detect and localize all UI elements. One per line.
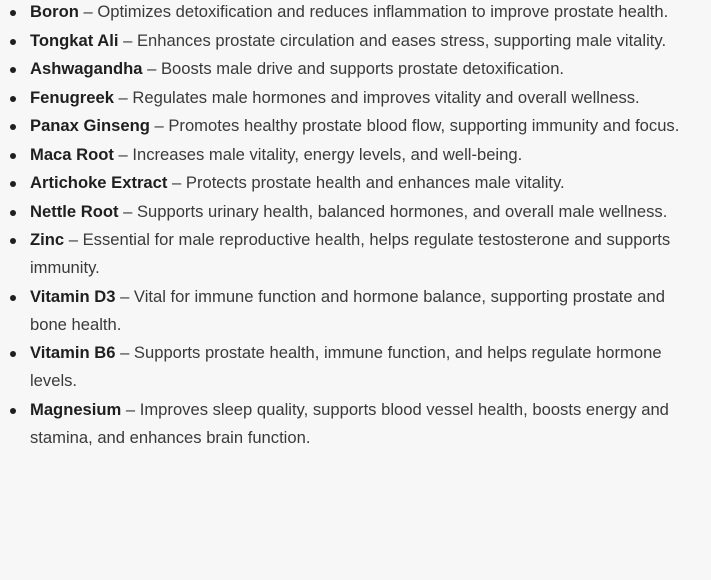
ingredient-description: Promotes healthy prostate blood flow, supporting immunity and focus. (168, 116, 680, 135)
separator: – (121, 399, 140, 419)
ingredient-description: Enhances prostate circulation and eases stress, supporting male vitality. (136, 30, 667, 50)
separator: – (115, 286, 134, 306)
ingredient-name: Zinc (30, 230, 65, 249)
bullet-icon (10, 181, 16, 187)
list-item (0, 226, 711, 282)
ingredient-name: Maca Root (30, 144, 114, 164)
separator: – (115, 343, 134, 362)
ingredient-name: Boron (30, 2, 79, 21)
separator: – (113, 144, 133, 164)
ingredient-name: Panax Ginseng (30, 116, 150, 135)
bullet-icon (10, 210, 16, 216)
ingredient-name: Magnesium (30, 399, 122, 419)
ingredient-description: Increases male vitality, energy levels, and well-being. (132, 144, 523, 164)
list-item (0, 27, 711, 55)
list-item (0, 0, 711, 26)
bullet-icon (10, 96, 16, 102)
ingredient-description: Improves sleep quality, supports blood vessel health, boosts energy and stamina, and enhances brain function. (30, 399, 669, 447)
ingredient-name: Fenugreek (30, 87, 114, 107)
bullet-icon (10, 153, 16, 159)
ingredient-name: Nettle Root (30, 201, 119, 221)
separator: – (149, 116, 169, 135)
bullet-icon (10, 351, 16, 357)
ingredient-description: Vital for immune function and hormone balance, supporting prostate and bone health. (30, 286, 665, 334)
list-item (0, 55, 711, 83)
list-item (0, 112, 711, 140)
list-item (0, 141, 711, 169)
list-item (0, 84, 711, 112)
bullet-icon (10, 39, 16, 45)
ingredient-description: Supports prostate health, immune function, and helps regulate hormone levels. (30, 343, 662, 390)
bullet-icon (10, 10, 16, 16)
ingredient-name: Artichoke Extract (30, 173, 168, 192)
ingredient-description: Regulates male hormones and improves vitality and overall wellness. (132, 87, 640, 107)
bullet-icon (10, 238, 16, 244)
separator: – (142, 59, 161, 78)
bullet-icon (10, 67, 16, 73)
separator: – (118, 201, 137, 221)
ingredient-name: Tongkat Ali (30, 30, 119, 50)
bullet-icon (10, 124, 16, 130)
list-item (0, 169, 711, 197)
separator: – (118, 30, 137, 50)
ingredient-name: Vitamin D3 (30, 286, 116, 306)
separator: – (78, 2, 98, 21)
separator: – (64, 230, 83, 249)
list-item (0, 396, 711, 452)
list-item (0, 198, 711, 226)
ingredient-name: Ashwagandha (30, 59, 143, 78)
ingredient-description: Boosts male drive and supports prostate detoxification. (160, 59, 565, 78)
ingredient-description: Protects prostate health and enhances male vitality. (185, 173, 565, 192)
bullet-icon (10, 295, 16, 301)
ingredient-description: Optimizes detoxification and reduces inflammation to improve prostate health. (97, 2, 669, 21)
separator: – (113, 87, 133, 107)
ingredient-description: Supports urinary health, balanced hormones, and overall male wellness. (136, 201, 668, 221)
separator: – (167, 173, 186, 192)
list-item (0, 283, 711, 339)
ingredient-name: Vitamin B6 (30, 343, 116, 362)
bullet-icon (10, 408, 16, 414)
ingredient-description: Essential for male reproductive health, helps regulate testosterone and supports immunity. (30, 230, 671, 277)
list-item (0, 339, 711, 395)
